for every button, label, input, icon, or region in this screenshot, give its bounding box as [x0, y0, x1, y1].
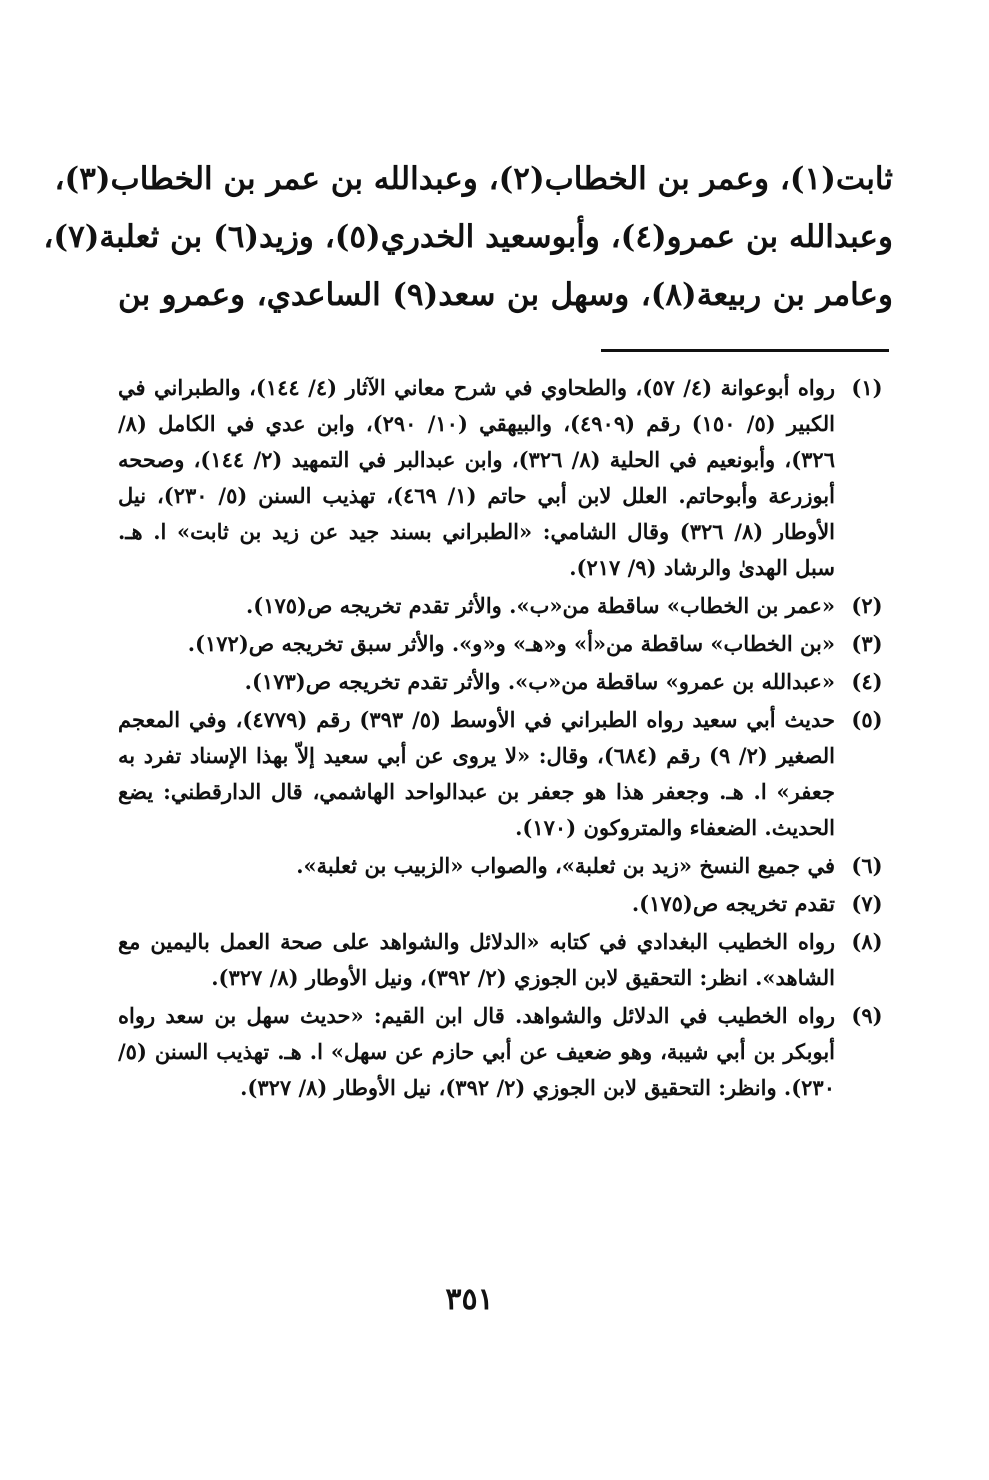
footnote-number: (٢) — [851, 593, 883, 618]
footnote-text: «بن الخطاب» ساقطة من«أ» و«هـ» و«و». والأثر سبق تخريجه ص(١٧٢). — [187, 631, 835, 656]
footnote-text: رواه الخطيب في الدلائل والشواهد. قال ابن القيم: «حديث سهل بن سعد رواه أبوبكر بن أبي شيبة، وهو ضعيف عن أبي حازم عن سهل» ا. هـ. تهذيب السنن (٥/ ٢٣٠). وانظر: التحقيق لابن الجوزي (٢/ ٣٩٢)، نيل الأوطار (٨/ ٣٢٧). — [118, 1003, 835, 1100]
main-text-line: ثابت(١)، وعمر بن الخطاب(٢)، وعبدالله بن عمر بن الخطاب(٣)، — [54, 161, 893, 197]
main-text-line: وعبدالله بن عمرو(٤)، وأبوسعيد الخدري(٥)، وزيد(٦) بن ثعلبة(٧)، — [43, 219, 893, 255]
main-text-block — [43, 150, 893, 324]
page-number: ٣٥١ — [445, 1282, 494, 1317]
footnote-number: (٧) — [851, 891, 883, 916]
footnote-number: (٦) — [851, 853, 883, 878]
footnote-number: (٤) — [851, 669, 883, 694]
footnote — [118, 702, 893, 846]
main-text-line: وعامر بن ربيعة(٨)، وسهل بن سعد(٩) الساعدي، وعمرو بن — [118, 277, 893, 313]
footnote-text: «عبدالله بن عمرو» ساقطة من«ب». والأثر تقدم تخريجه ص(١٧٣). — [244, 669, 835, 694]
footnotes-section — [118, 370, 893, 1108]
footnote-text: رواه الخطيب البغدادي في كتابه «الدلائل والشواهد على صحة العمل باليمين مع الشاهد». انظر: التحقيق لابن الجوزي (٢/ ٣٩٢)، ونيل الأوطار (٨/ ٣٢٧). — [118, 929, 835, 990]
footnote — [118, 626, 893, 662]
footnote-separator — [601, 349, 889, 352]
footnote-text: «عمر بن الخطاب» ساقطة من«ب». والأثر تقدم تخريجه ص(١٧٥). — [245, 593, 835, 618]
footnote — [118, 998, 893, 1106]
footnote-number: (٨) — [851, 929, 883, 954]
footnote-text: تقدم تخريجه ص(١٧٥). — [631, 891, 835, 916]
footnote-number: (٩) — [851, 1003, 883, 1028]
footnote-number: (١) — [851, 375, 883, 400]
footnote-number: (٣) — [851, 631, 883, 656]
footnote-text: رواه أبوعوانة (٤/ ٥٧)، والطحاوي في شرح معاني الآثار (٤/ ١٤٤)، والطبراني في الكبير (٥/ ١٥٠) رقم (٤٩٠٩)، والبيهقي (١٠/ ٢٩٠)، وابن عدي في الكامل (٨/ ٣٢٦)، وأبونعيم في الحلية (٨/ ٣٢٦)، وابن عبدالبر في التمهيد (٢/ ١٤٤)، وصححه أبوزرعة وأبوحاتم. العلل لابن أبي حاتم (١/ ٤٦٩)، تهذيب السنن (٥/ ٢٣٠)، نيل الأوطار (٨/ ٣٢٦) وقال الشامي: «الطبراني بسند جيد عن زيد بن ثابت» ا. هـ. سبل الهدىٰ والرشاد (٩/ ٢١٧). — [118, 375, 836, 580]
footnote — [118, 370, 893, 586]
footnote — [118, 588, 893, 624]
footnote — [118, 664, 893, 700]
footnote-text: حديث أبي سعيد رواه الطبراني في الأوسط (٥/ ٣٩٣) رقم (٤٧٧٩)، وفي المعجم الصغير (٢/ ٩) رقم (٦٨٤)، وقال: «لا يروى عن أبي سعيد إلاّ بهذا الإسناد تفرد به جعفر» ا. هـ. وجعفر هذا هو جعفر بن عبدالواحد الهاشمي، قال الدارقطني: يضع الحديث. الضعفاء والمتروكون (١٧٠). — [118, 707, 836, 840]
footnote-text: في جميع النسخ «زيد بن ثعلبة»، والصواب «الزبيب بن ثعلبة». — [296, 853, 835, 878]
footnote — [118, 848, 893, 884]
footnote — [118, 886, 893, 922]
footnote-number: (٥) — [851, 707, 883, 732]
footnote — [118, 924, 893, 996]
